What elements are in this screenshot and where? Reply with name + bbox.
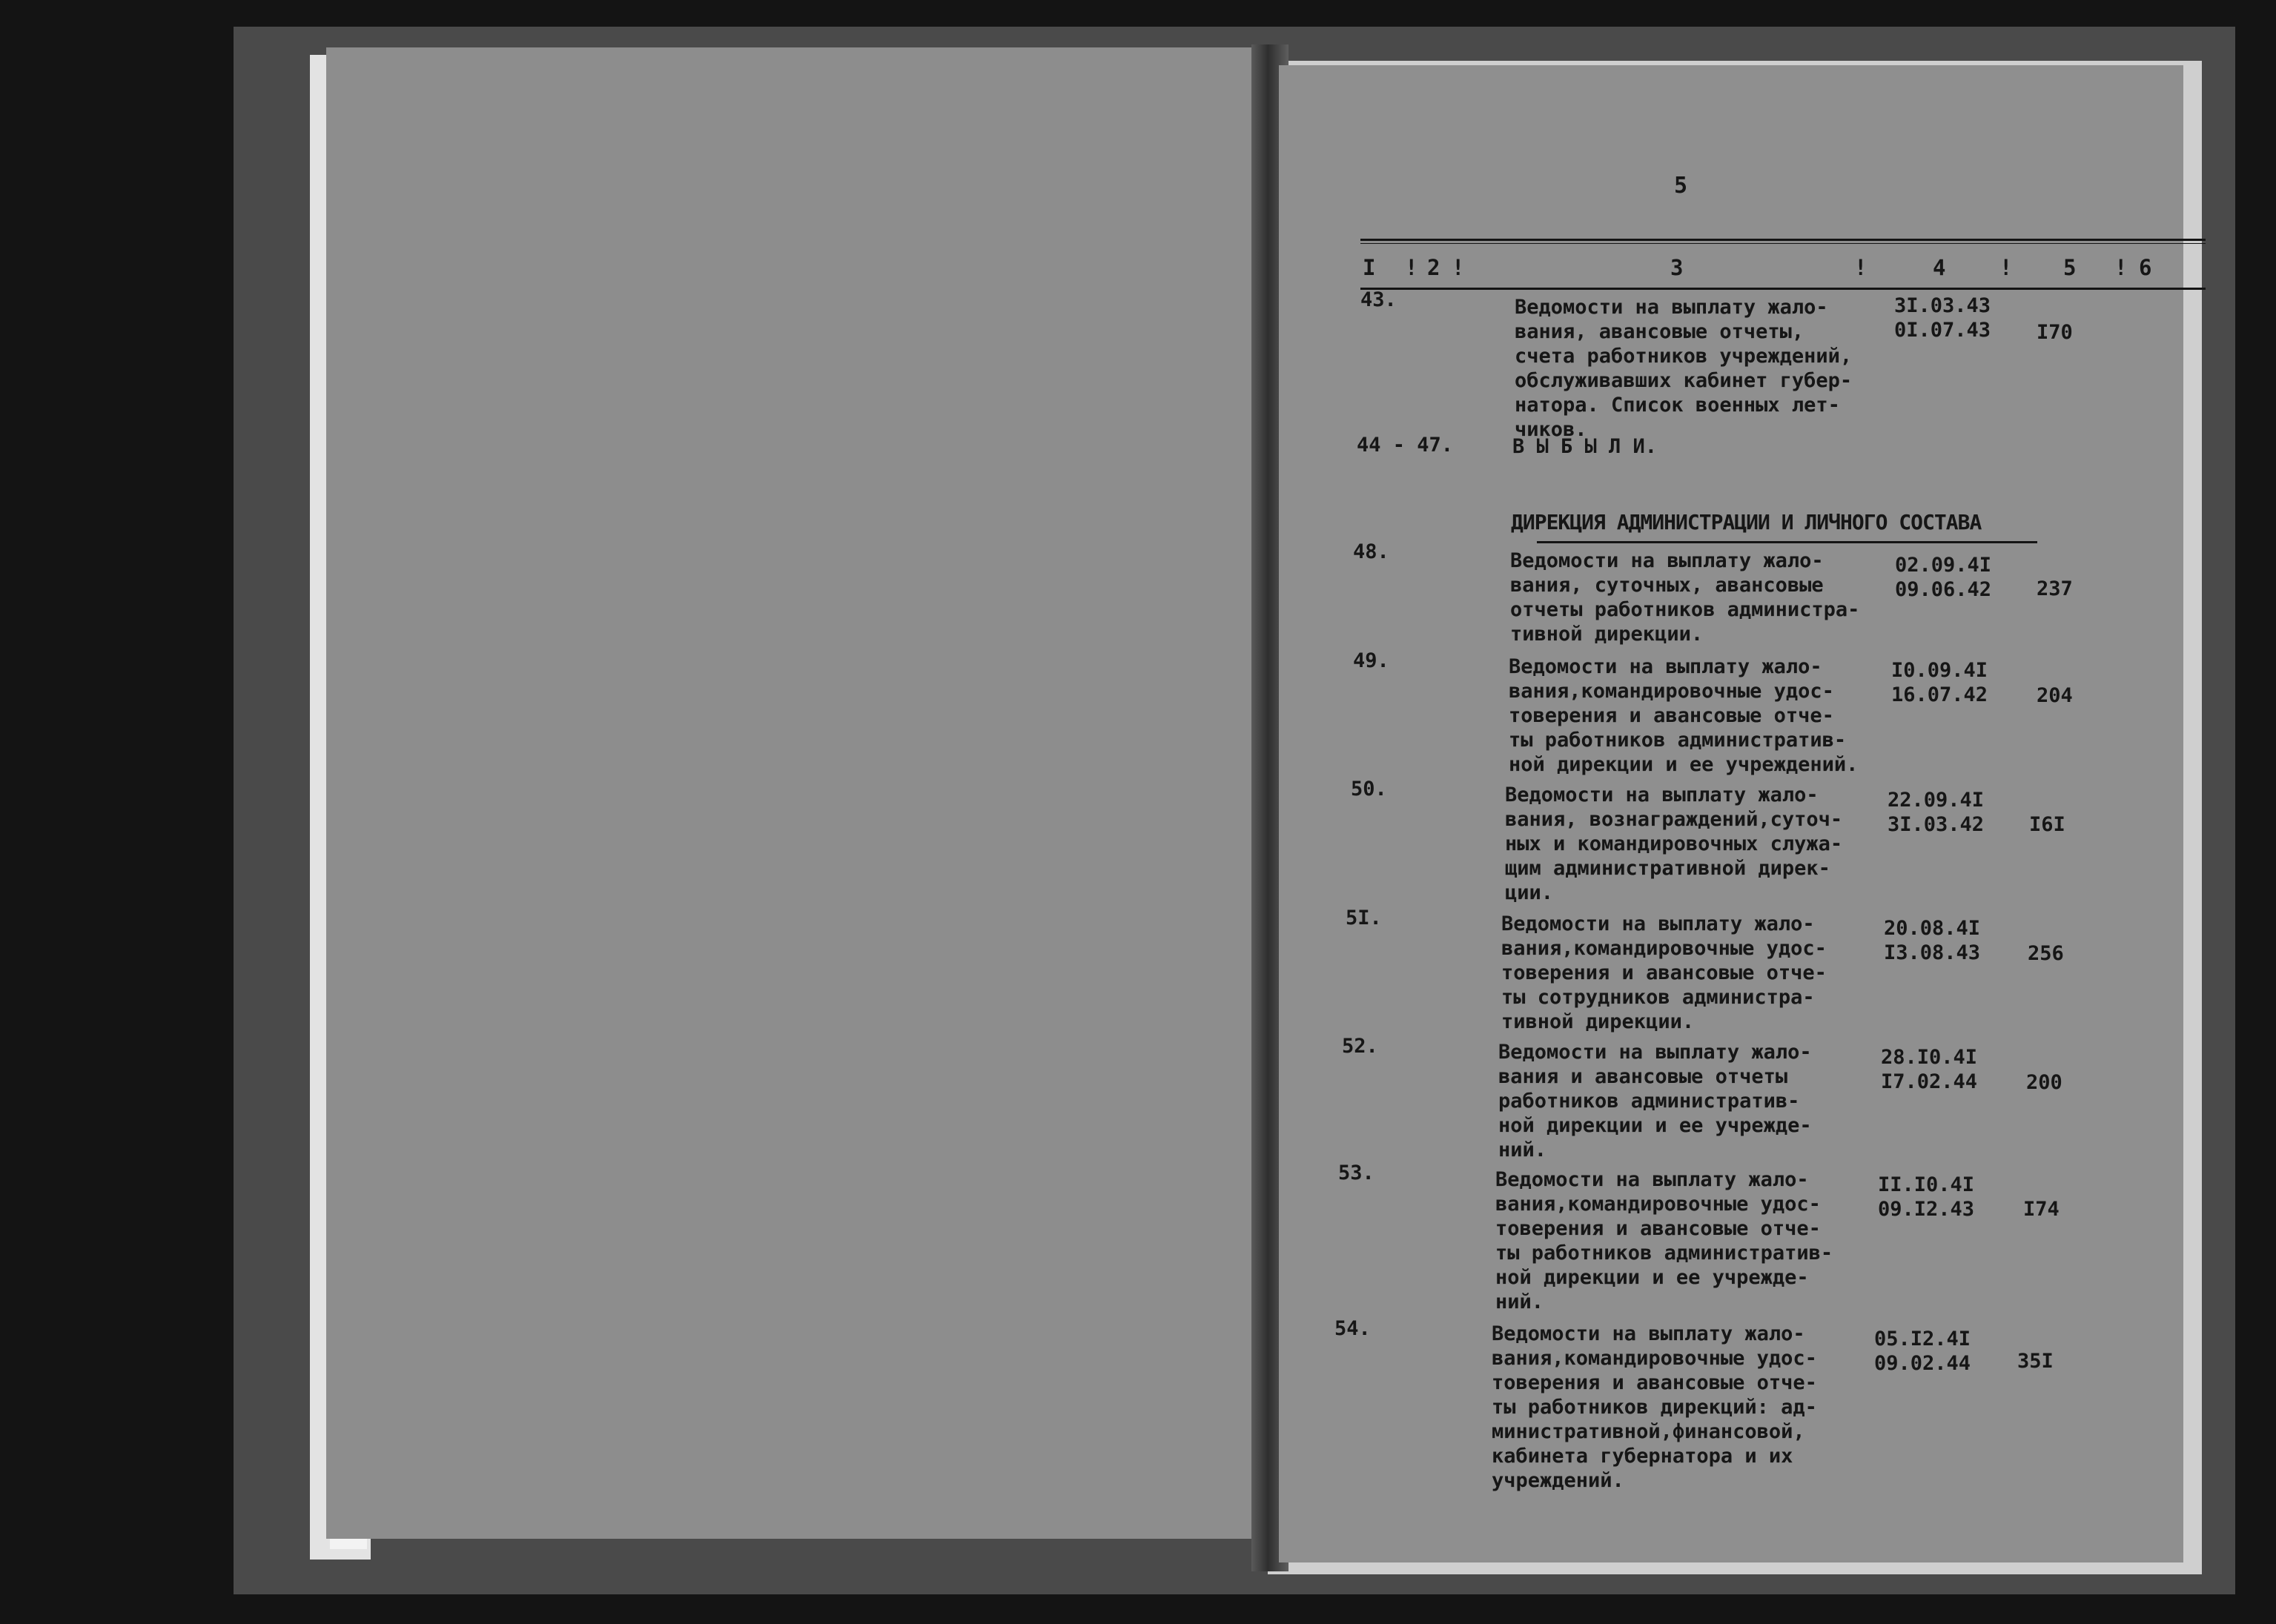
- entry-sheets: 204: [2037, 684, 2073, 707]
- entry-date-start: I0.09.4I: [1891, 659, 1988, 682]
- right-page: [1279, 65, 2183, 1562]
- header-sep: !: [1999, 255, 2013, 280]
- entry-date-start: 22.09.4I: [1888, 789, 1985, 812]
- entry-date-start: 02.09.4I: [1895, 554, 1992, 577]
- entry-description: Ведомости на выплату жало- вания, авансовые отчеты, счета работников учреждений, обслуживавших кабинет губер- натора. Список военных лет- чиков.: [1515, 296, 1853, 441]
- entry-date-start: 28.I0.4I: [1881, 1046, 1978, 1069]
- header-col-6: 6: [2139, 255, 2152, 280]
- entry-description: Ведомости на выплату жало- вания,командировочные удос- товерения и авансовые отче- ты работников административ- ной дирекции и ее учреждений.: [1509, 655, 1859, 776]
- entry-number: 48.: [1353, 540, 1389, 563]
- header-sep: !: [1452, 255, 1465, 280]
- header-col-2: 2: [1427, 255, 1440, 280]
- header-top-rule: [1360, 239, 2206, 241]
- header-bottom-rule: [1360, 288, 2206, 290]
- entry-description: Ведомости на выплату жало- вания,командировочные удос- товерения и авансовые отче- ты работников административ- ной дирекции и ее учрежде- ний.: [1495, 1168, 1833, 1313]
- entry-date-end: 3I.03.42: [1888, 813, 1985, 836]
- entry-date-start: 05.I2.4I: [1874, 1328, 1971, 1350]
- header-col-5: 5: [2063, 255, 2077, 280]
- entry-sheets: 35I: [2017, 1350, 2054, 1373]
- entry-date-start: II.I0.4I: [1878, 1173, 1975, 1196]
- entry-sheets: I70: [2037, 321, 2073, 344]
- entry-number: 52.: [1342, 1035, 1378, 1058]
- header-sep: !: [2114, 255, 2128, 280]
- entry-number: 44 - 47.: [1357, 434, 1454, 457]
- section-heading: ДИРЕКЦИЯ АДМИНИСТРАЦИИ И ЛИЧНОГО СОСТАВА: [1511, 510, 1982, 534]
- entry-description: Ведомости на выплату жало- вания,командировочные удос- товерения и авансовые отче- ты работников дирекций: ад- министративной,финансовой, кабинета губернатора и их учреждений.: [1492, 1322, 1817, 1492]
- entry-date-end: 09.I2.43: [1878, 1198, 1975, 1221]
- header-col-4: 4: [1933, 255, 1946, 280]
- entry-date-end: 0I.07.43: [1894, 319, 1991, 342]
- entry-sheets: 256: [2028, 942, 2064, 965]
- entry-number: 49.: [1353, 649, 1389, 672]
- left-page-blank: [326, 47, 1253, 1539]
- entry-description: Ведомости на выплату жало- вания, вознаграждений,суточ- ных и командировочных служа- щим административной дирек- ции.: [1505, 783, 1843, 904]
- entry-date-end: 09.06.42: [1895, 578, 1992, 601]
- section-heading-underline: [1537, 541, 2037, 543]
- entry-sheets: I74: [2023, 1198, 2060, 1221]
- header-top-rule-2: [1360, 243, 2206, 244]
- entry-sheets: 237: [2037, 577, 2073, 600]
- entry-date-end: 09.02.44: [1874, 1352, 1971, 1375]
- header-col-3: 3: [1670, 255, 1684, 280]
- entry-sheets: I6I: [2029, 813, 2065, 836]
- entry-number: 43.: [1360, 288, 1397, 311]
- entry-number: 5I.: [1346, 907, 1382, 929]
- dropped-label: В Ы Б Ы Л И.: [1512, 435, 1658, 458]
- entry-date-start: 20.08.4I: [1884, 917, 1981, 940]
- page-number: 5: [1674, 173, 1688, 199]
- entry-number: 54.: [1334, 1317, 1371, 1340]
- entry-date-end: I7.02.44: [1881, 1070, 1978, 1093]
- entry-date-start: 3I.03.43: [1894, 294, 1991, 317]
- entry-sheets: 200: [2026, 1071, 2062, 1094]
- entry-number: 50.: [1351, 778, 1387, 801]
- header-sep: !: [1854, 255, 1868, 280]
- entry-number: 53.: [1338, 1161, 1374, 1184]
- entry-date-end: 16.07.42: [1891, 683, 1988, 706]
- entry-description: Ведомости на выплату жало- вания, суточных, авансовые отчеты работников администра- тивной дирекции.: [1510, 549, 1860, 646]
- header-sep: !: [1405, 255, 1418, 280]
- header-col-1: I: [1363, 255, 1376, 280]
- entry-description: Ведомости на выплату жало- вания,командировочные удос- товерения и авансовые отче- ты сотрудников администра- тивной дирекции.: [1501, 912, 1827, 1033]
- entry-date-end: I3.08.43: [1884, 941, 1981, 964]
- entry-description: Ведомости на выплату жало- вания и авансовые отчеты работников административ- ной дирекции и ее учрежде- ний.: [1498, 1041, 1812, 1161]
